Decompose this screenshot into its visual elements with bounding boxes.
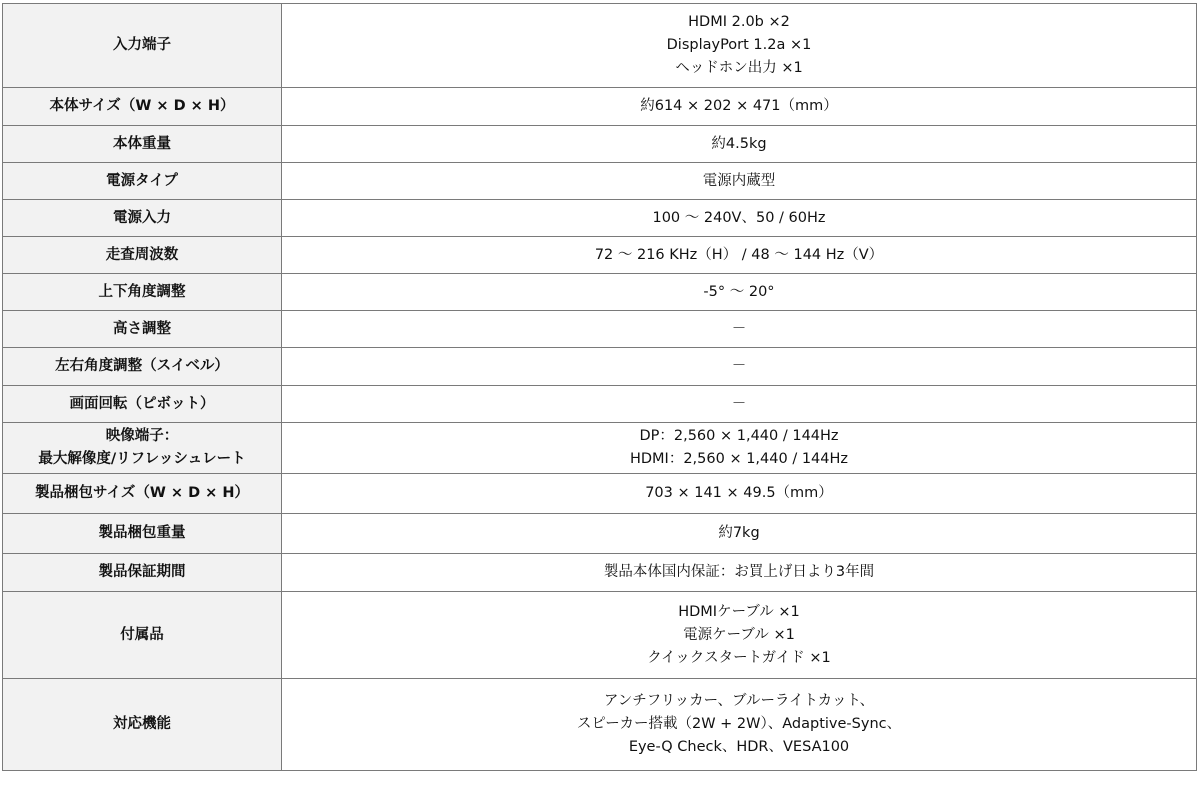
spec-value: DP：2,560 × 1,440 / 144Hz	[639, 428, 839, 444]
spec-value: HDMI：2,560 × 1,440 / 144Hz	[629, 451, 849, 467]
spec-label: 最大解像度/リフレッシュレート	[38, 451, 246, 467]
spec-table-body	[3, 4, 1197, 771]
spec-value-cell	[282, 126, 1197, 163]
spec-label: 製品梱包サイズ（W × D × H）	[35, 485, 249, 501]
spec-label-cell	[3, 311, 282, 348]
spec-label-cell	[3, 514, 282, 554]
spec-value: Eye-Q Check、HDR、VESA100	[628, 739, 850, 755]
spec-value-cell	[282, 200, 1197, 237]
spec-value-cell	[282, 386, 1197, 423]
spec-value: スピーカー搭載（2W + 2W）、Adaptive-Sync、	[576, 716, 902, 732]
spec-label-cell	[3, 348, 282, 386]
spec-label-cell	[3, 592, 282, 679]
spec-label: 上下角度調整	[98, 283, 186, 300]
spec-row	[3, 386, 1197, 423]
spec-value: アンチフリッカー、ブルーライトカット、	[603, 693, 875, 709]
spec-row	[3, 126, 1197, 163]
spec-value-cell	[282, 311, 1197, 348]
spec-row	[3, 679, 1197, 771]
spec-value-cell	[282, 679, 1197, 771]
spec-row	[3, 348, 1197, 386]
spec-value: 約614 × 202 × 471（mm）	[640, 98, 838, 114]
spec-value: クイックスタートガイド ×1	[647, 649, 831, 666]
spec-value-cell	[282, 237, 1197, 274]
spec-row	[3, 88, 1197, 126]
spec-value-cell	[282, 423, 1197, 474]
spec-row	[3, 200, 1197, 237]
spec-value: 電源ケーブル ×1	[683, 626, 795, 643]
spec-value: －	[731, 395, 747, 412]
spec-value: HDMI 2.0b ×2	[688, 14, 790, 30]
spec-label-cell	[3, 554, 282, 592]
spec-label-cell	[3, 474, 282, 514]
spec-value: 約4.5kg	[711, 135, 767, 152]
spec-value-cell	[282, 163, 1197, 200]
spec-label: 対応機能	[113, 716, 171, 732]
spec-value-cell	[282, 514, 1197, 554]
spec-value: ヘッドホン出力 ×1	[675, 60, 803, 76]
spec-label-cell	[3, 274, 282, 311]
spec-row	[3, 474, 1197, 514]
spec-row	[3, 237, 1197, 274]
spec-value: 製品本体国内保証：お買上げ日より3年間	[603, 564, 875, 580]
spec-row	[3, 4, 1197, 88]
spec-value-cell	[282, 274, 1197, 311]
spec-value-cell	[282, 554, 1197, 592]
spec-value-cell	[282, 348, 1197, 386]
spec-row	[3, 514, 1197, 554]
spec-label: 電源入力	[113, 209, 171, 226]
spec-row	[3, 163, 1197, 200]
spec-row	[3, 592, 1197, 679]
spec-value-cell	[282, 474, 1197, 514]
spec-value: 電源内蔵型	[702, 172, 776, 189]
spec-row	[3, 274, 1197, 311]
spec-row	[3, 554, 1197, 592]
spec-value: －	[731, 320, 747, 337]
spec-label: 入力端子	[113, 37, 171, 53]
spec-label-cell	[3, 200, 282, 237]
spec-label-cell	[3, 423, 282, 474]
spec-label: 高さ調整	[113, 320, 171, 337]
spec-label-cell	[3, 237, 282, 274]
spec-label: 本体重量	[113, 135, 171, 152]
spec-label: 製品保証期間	[98, 564, 186, 580]
spec-label-cell	[3, 386, 282, 423]
spec-value: 約7kg	[718, 525, 760, 541]
spec-label: 電源タイプ	[106, 172, 178, 189]
spec-label: 走査周波数	[105, 246, 179, 263]
spec-label: 付属品	[120, 626, 164, 643]
spec-label-cell	[3, 4, 282, 88]
spec-row	[3, 423, 1197, 474]
spec-value: 703 × 141 × 49.5（mm）	[645, 485, 833, 501]
spec-label: 本体サイズ（W × D × H）	[49, 98, 235, 114]
spec-value: HDMIケーブル ×1	[678, 603, 800, 620]
spec-label: 製品梱包重量	[98, 525, 186, 541]
spec-table	[2, 3, 1197, 771]
spec-label-cell	[3, 163, 282, 200]
spec-value: -5° ～ 20°	[703, 283, 775, 300]
spec-row	[3, 311, 1197, 348]
spec-value: DisplayPort 1.2a ×1	[666, 37, 812, 53]
spec-label: 左右角度調整（スイベル）	[55, 358, 229, 374]
spec-label-cell	[3, 679, 282, 771]
spec-value-cell	[282, 4, 1197, 88]
spec-label-cell	[3, 126, 282, 163]
spec-value: 100 ～ 240V、50 / 60Hz	[652, 209, 826, 226]
spec-value-cell	[282, 592, 1197, 679]
spec-value: 72 ～ 216 KHz（H） / 48 ～ 144 Hz（V）	[594, 246, 884, 263]
spec-value-cell	[282, 88, 1197, 126]
spec-label-cell	[3, 88, 282, 126]
spec-label: 画面回転（ピボット）	[69, 395, 215, 412]
spec-value: －	[731, 358, 747, 374]
spec-label: 映像端子：	[105, 428, 179, 444]
